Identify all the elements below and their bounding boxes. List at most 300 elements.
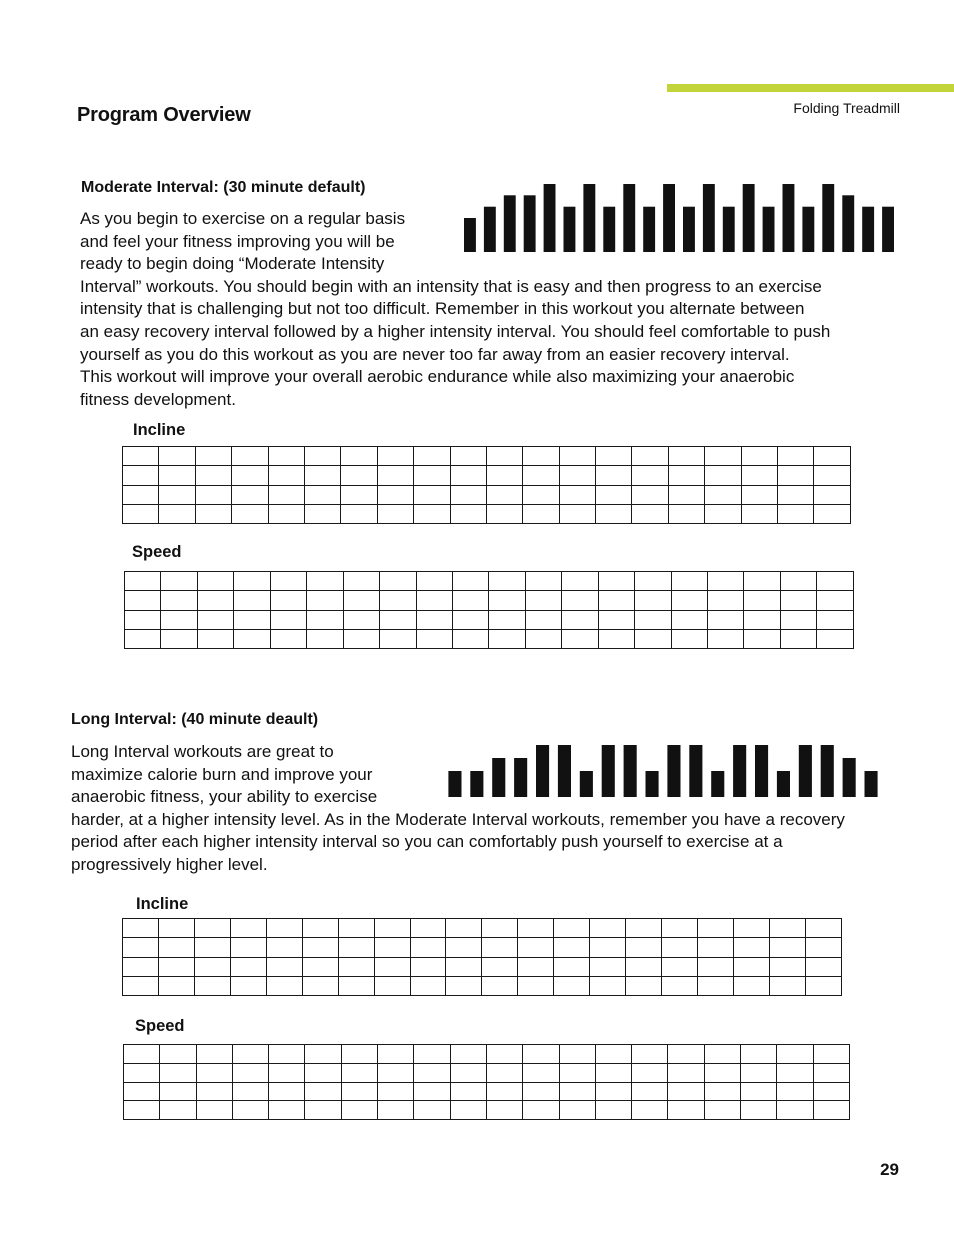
grid-cell[interactable] [341,485,377,504]
grid-cell[interactable] [559,1101,595,1120]
grid-cell[interactable] [704,1063,740,1082]
grid-cell[interactable] [338,976,374,995]
grid-cell[interactable] [414,504,450,523]
grid-cell[interactable] [410,938,446,957]
grid-cell[interactable] [158,919,194,938]
grid-cell[interactable] [780,591,816,610]
grid-cell[interactable] [123,447,159,466]
grid-cell[interactable] [704,1101,740,1120]
grid-cell[interactable] [232,1045,268,1064]
grid-cell[interactable] [805,938,841,957]
grid-cell[interactable] [671,629,707,648]
grid-cell[interactable] [632,485,668,504]
grid-cell[interactable] [302,957,338,976]
grid-cell[interactable] [590,919,626,938]
grid-cell[interactable] [698,938,734,957]
grid-cell[interactable] [668,466,704,485]
grid-cell[interactable] [450,447,486,466]
grid-cell[interactable] [559,466,595,485]
grid-cell[interactable] [523,485,559,504]
grid-cell[interactable] [518,938,554,957]
grid-cell[interactable] [452,610,488,629]
grid-cell[interactable] [158,957,194,976]
grid-cell[interactable] [450,1045,486,1064]
grid-cell[interactable] [414,1045,450,1064]
grid-cell[interactable] [414,485,450,504]
grid-cell[interactable] [590,938,626,957]
grid-cell[interactable] [380,610,416,629]
grid-cell[interactable] [196,1101,232,1120]
grid-cell[interactable] [671,591,707,610]
grid-cell[interactable] [769,938,805,957]
grid-cell[interactable] [562,591,598,610]
grid-cell[interactable] [234,629,270,648]
grid-cell[interactable] [708,629,744,648]
grid-cell[interactable] [626,938,662,957]
grid-cell[interactable] [124,1082,160,1101]
grid-cell[interactable] [123,919,159,938]
grid-cell[interactable] [302,919,338,938]
grid-cell[interactable] [668,504,704,523]
grid-cell[interactable] [733,957,769,976]
grid-cell[interactable] [668,1082,704,1101]
grid-cell[interactable] [161,629,197,648]
grid-cell[interactable] [343,629,379,648]
grid-cell[interactable] [125,629,161,648]
grid-cell[interactable] [632,504,668,523]
grid-cell[interactable] [559,1082,595,1101]
grid-cell[interactable] [704,1082,740,1101]
grid-cell[interactable] [562,610,598,629]
grid-cell[interactable] [482,976,518,995]
grid-cell[interactable] [410,957,446,976]
grid-cell[interactable] [305,1082,341,1101]
grid-cell[interactable] [482,957,518,976]
grid-cell[interactable] [769,919,805,938]
grid-cell[interactable] [671,572,707,591]
grid-cell[interactable] [416,591,452,610]
grid-cell[interactable] [668,447,704,466]
grid-cell[interactable] [450,504,486,523]
grid-cell[interactable] [817,572,854,591]
grid-cell[interactable] [377,485,413,504]
grid-cell[interactable] [378,1045,414,1064]
grid-cell[interactable] [777,1101,813,1120]
grid-cell[interactable] [307,610,343,629]
grid-cell[interactable] [744,629,780,648]
grid-cell[interactable] [632,1045,668,1064]
grid-cell[interactable] [596,504,632,523]
grid-cell[interactable] [446,919,482,938]
grid-cell[interactable] [123,938,159,957]
grid-cell[interactable] [234,591,270,610]
grid-cell[interactable] [414,466,450,485]
grid-cell[interactable] [635,629,671,648]
grid-cell[interactable] [343,610,379,629]
grid-cell[interactable] [305,1101,341,1120]
grid-cell[interactable] [635,572,671,591]
grid-cell[interactable] [232,1101,268,1120]
grid-cell[interactable] [814,447,851,466]
grid-cell[interactable] [662,938,698,957]
grid-cell[interactable] [230,976,266,995]
grid-cell[interactable] [268,485,304,504]
grid-cell[interactable] [741,504,777,523]
long-speed-grid[interactable] [123,1044,850,1120]
grid-cell[interactable] [341,466,377,485]
grid-cell[interactable] [374,976,410,995]
grid-cell[interactable] [486,1063,522,1082]
grid-cell[interactable] [744,610,780,629]
grid-cell[interactable] [518,957,554,976]
grid-cell[interactable] [195,466,231,485]
grid-cell[interactable] [450,1063,486,1082]
grid-cell[interactable] [305,1045,341,1064]
grid-cell[interactable] [489,572,525,591]
grid-cell[interactable] [813,1101,849,1120]
grid-cell[interactable] [161,572,197,591]
grid-cell[interactable] [305,1063,341,1082]
grid-cell[interactable] [595,1101,631,1120]
grid-cell[interactable] [232,1063,268,1082]
grid-cell[interactable] [662,976,698,995]
grid-cell[interactable] [266,957,302,976]
grid-cell[interactable] [486,1101,522,1120]
grid-cell[interactable] [596,485,632,504]
grid-cell[interactable] [195,485,231,504]
grid-cell[interactable] [708,572,744,591]
grid-cell[interactable] [708,610,744,629]
grid-cell[interactable] [160,1063,196,1082]
grid-cell[interactable] [813,1082,849,1101]
grid-cell[interactable] [780,572,816,591]
grid-cell[interactable] [523,1082,559,1101]
grid-cell[interactable] [160,1082,196,1101]
grid-cell[interactable] [744,591,780,610]
grid-cell[interactable] [338,957,374,976]
grid-cell[interactable] [269,1045,305,1064]
grid-cell[interactable] [234,610,270,629]
grid-cell[interactable] [668,1063,704,1082]
grid-cell[interactable] [380,572,416,591]
grid-cell[interactable] [270,610,306,629]
grid-cell[interactable] [269,1101,305,1120]
grid-cell[interactable] [590,976,626,995]
grid-cell[interactable] [525,610,561,629]
grid-cell[interactable] [698,957,734,976]
grid-cell[interactable] [378,1063,414,1082]
grid-cell[interactable] [123,504,159,523]
grid-cell[interactable] [598,610,634,629]
grid-cell[interactable] [554,919,590,938]
grid-cell[interactable] [302,938,338,957]
grid-cell[interactable] [410,976,446,995]
grid-cell[interactable] [598,629,634,648]
grid-cell[interactable] [377,447,413,466]
grid-cell[interactable] [123,466,159,485]
grid-cell[interactable] [698,976,734,995]
grid-cell[interactable] [595,1063,631,1082]
grid-cell[interactable] [632,1063,668,1082]
grid-cell[interactable] [232,447,268,466]
grid-cell[interactable] [416,572,452,591]
grid-cell[interactable] [380,591,416,610]
grid-cell[interactable] [778,466,814,485]
grid-cell[interactable] [486,447,522,466]
grid-cell[interactable] [559,1045,595,1064]
grid-cell[interactable] [632,1101,668,1120]
grid-cell[interactable] [705,504,741,523]
grid-cell[interactable] [778,504,814,523]
grid-cell[interactable] [596,447,632,466]
grid-cell[interactable] [341,1082,377,1101]
grid-cell[interactable] [486,466,522,485]
grid-cell[interactable] [704,1045,740,1064]
grid-cell[interactable] [266,919,302,938]
grid-cell[interactable] [635,591,671,610]
grid-cell[interactable] [159,504,195,523]
grid-cell[interactable] [813,1063,849,1082]
grid-cell[interactable] [525,591,561,610]
grid-cell[interactable] [733,919,769,938]
grid-cell[interactable] [814,504,851,523]
grid-cell[interactable] [662,957,698,976]
grid-cell[interactable] [268,447,304,466]
grid-cell[interactable] [159,447,195,466]
grid-cell[interactable] [817,591,854,610]
grid-cell[interactable] [562,629,598,648]
grid-cell[interactable] [446,957,482,976]
grid-cell[interactable] [554,957,590,976]
grid-cell[interactable] [230,957,266,976]
grid-cell[interactable] [194,976,230,995]
grid-cell[interactable] [741,1045,777,1064]
grid-cell[interactable] [234,572,270,591]
grid-cell[interactable] [777,1045,813,1064]
grid-cell[interactable] [377,504,413,523]
grid-cell[interactable] [626,919,662,938]
grid-cell[interactable] [777,1063,813,1082]
grid-cell[interactable] [343,572,379,591]
grid-cell[interactable] [805,919,841,938]
grid-cell[interactable] [374,919,410,938]
grid-cell[interactable] [450,485,486,504]
grid-cell[interactable] [482,919,518,938]
grid-cell[interactable] [769,957,805,976]
grid-cell[interactable] [123,485,159,504]
grid-cell[interactable] [377,466,413,485]
grid-cell[interactable] [338,919,374,938]
grid-cell[interactable] [232,466,268,485]
grid-cell[interactable] [523,447,559,466]
grid-cell[interactable] [196,1063,232,1082]
grid-cell[interactable] [195,447,231,466]
grid-cell[interactable] [123,957,159,976]
grid-cell[interactable] [380,629,416,648]
grid-cell[interactable] [596,466,632,485]
grid-cell[interactable] [414,1082,450,1101]
grid-cell[interactable] [523,466,559,485]
grid-cell[interactable] [341,1101,377,1120]
grid-cell[interactable] [374,938,410,957]
grid-cell[interactable] [341,447,377,466]
grid-cell[interactable] [486,485,522,504]
grid-cell[interactable] [378,1101,414,1120]
grid-cell[interactable] [123,976,159,995]
grid-cell[interactable] [338,938,374,957]
grid-cell[interactable] [668,1101,704,1120]
grid-cell[interactable] [559,485,595,504]
grid-cell[interactable] [197,591,233,610]
grid-cell[interactable] [416,610,452,629]
grid-cell[interactable] [486,504,522,523]
grid-cell[interactable] [554,976,590,995]
grid-cell[interactable] [159,485,195,504]
grid-cell[interactable] [196,1045,232,1064]
grid-cell[interactable] [452,629,488,648]
grid-cell[interactable] [160,1101,196,1120]
grid-cell[interactable] [780,610,816,629]
grid-cell[interactable] [450,1082,486,1101]
grid-cell[interactable] [452,591,488,610]
grid-cell[interactable] [598,591,634,610]
grid-cell[interactable] [741,447,777,466]
grid-cell[interactable] [446,938,482,957]
grid-cell[interactable] [778,485,814,504]
grid-cell[interactable] [632,447,668,466]
grid-cell[interactable] [632,466,668,485]
grid-cell[interactable] [160,1045,196,1064]
grid-cell[interactable] [525,572,561,591]
grid-cell[interactable] [741,1101,777,1120]
grid-cell[interactable] [632,1082,668,1101]
grid-cell[interactable] [562,572,598,591]
grid-cell[interactable] [158,938,194,957]
grid-cell[interactable] [269,1063,305,1082]
grid-cell[interactable] [523,1045,559,1064]
grid-cell[interactable] [230,919,266,938]
grid-cell[interactable] [733,938,769,957]
grid-cell[interactable] [341,504,377,523]
grid-cell[interactable] [232,504,268,523]
grid-cell[interactable] [559,1063,595,1082]
grid-cell[interactable] [489,610,525,629]
grid-cell[interactable] [523,1063,559,1082]
grid-cell[interactable] [598,572,634,591]
grid-cell[interactable] [270,572,306,591]
grid-cell[interactable] [414,447,450,466]
grid-cell[interactable] [523,504,559,523]
grid-cell[interactable] [518,976,554,995]
grid-cell[interactable] [489,629,525,648]
grid-cell[interactable] [489,591,525,610]
grid-cell[interactable] [307,591,343,610]
grid-cell[interactable] [559,447,595,466]
grid-cell[interactable] [343,591,379,610]
grid-cell[interactable] [266,938,302,957]
grid-cell[interactable] [741,1082,777,1101]
grid-cell[interactable] [124,1101,160,1120]
grid-cell[interactable] [744,572,780,591]
grid-cell[interactable] [778,447,814,466]
grid-cell[interactable] [741,1063,777,1082]
grid-cell[interactable] [698,919,734,938]
grid-cell[interactable] [125,610,161,629]
grid-cell[interactable] [341,1063,377,1082]
moderate-incline-grid[interactable] [122,446,851,524]
grid-cell[interactable] [304,504,340,523]
grid-cell[interactable] [194,919,230,938]
grid-cell[interactable] [230,938,266,957]
grid-cell[interactable] [307,629,343,648]
grid-cell[interactable] [159,466,195,485]
grid-cell[interactable] [626,976,662,995]
grid-cell[interactable] [705,447,741,466]
grid-cell[interactable] [518,919,554,938]
grid-cell[interactable] [414,1063,450,1082]
grid-cell[interactable] [197,610,233,629]
grid-cell[interactable] [486,1082,522,1101]
grid-cell[interactable] [158,976,194,995]
grid-cell[interactable] [410,919,446,938]
grid-cell[interactable] [125,572,161,591]
grid-cell[interactable] [595,1045,631,1064]
grid-cell[interactable] [341,1045,377,1064]
grid-cell[interactable] [741,466,777,485]
grid-cell[interactable] [733,976,769,995]
grid-cell[interactable] [590,957,626,976]
grid-cell[interactable] [161,610,197,629]
grid-cell[interactable] [741,485,777,504]
grid-cell[interactable] [270,629,306,648]
grid-cell[interactable] [805,957,841,976]
grid-cell[interactable] [269,1082,305,1101]
grid-cell[interactable] [559,504,595,523]
grid-cell[interactable] [302,976,338,995]
grid-cell[interactable] [268,504,304,523]
grid-cell[interactable] [268,466,304,485]
grid-cell[interactable] [769,976,805,995]
grid-cell[interactable] [780,629,816,648]
grid-cell[interactable] [635,610,671,629]
grid-cell[interactable] [197,629,233,648]
grid-cell[interactable] [705,485,741,504]
grid-cell[interactable] [452,572,488,591]
grid-cell[interactable] [196,1082,232,1101]
grid-cell[interactable] [662,919,698,938]
grid-cell[interactable] [525,629,561,648]
grid-cell[interactable] [671,610,707,629]
grid-cell[interactable] [195,504,231,523]
grid-cell[interactable] [232,485,268,504]
grid-cell[interactable] [668,485,704,504]
grid-cell[interactable] [446,976,482,995]
grid-cell[interactable] [595,1082,631,1101]
grid-cell[interactable] [805,976,841,995]
grid-cell[interactable] [817,610,854,629]
grid-cell[interactable] [232,1082,268,1101]
grid-cell[interactable] [814,485,851,504]
grid-cell[interactable] [668,1045,704,1064]
grid-cell[interactable] [304,485,340,504]
grid-cell[interactable] [523,1101,559,1120]
moderate-speed-grid[interactable] [124,571,854,649]
grid-cell[interactable] [416,629,452,648]
grid-cell[interactable] [125,591,161,610]
grid-cell[interactable] [486,1045,522,1064]
grid-cell[interactable] [194,938,230,957]
grid-cell[interactable] [450,466,486,485]
